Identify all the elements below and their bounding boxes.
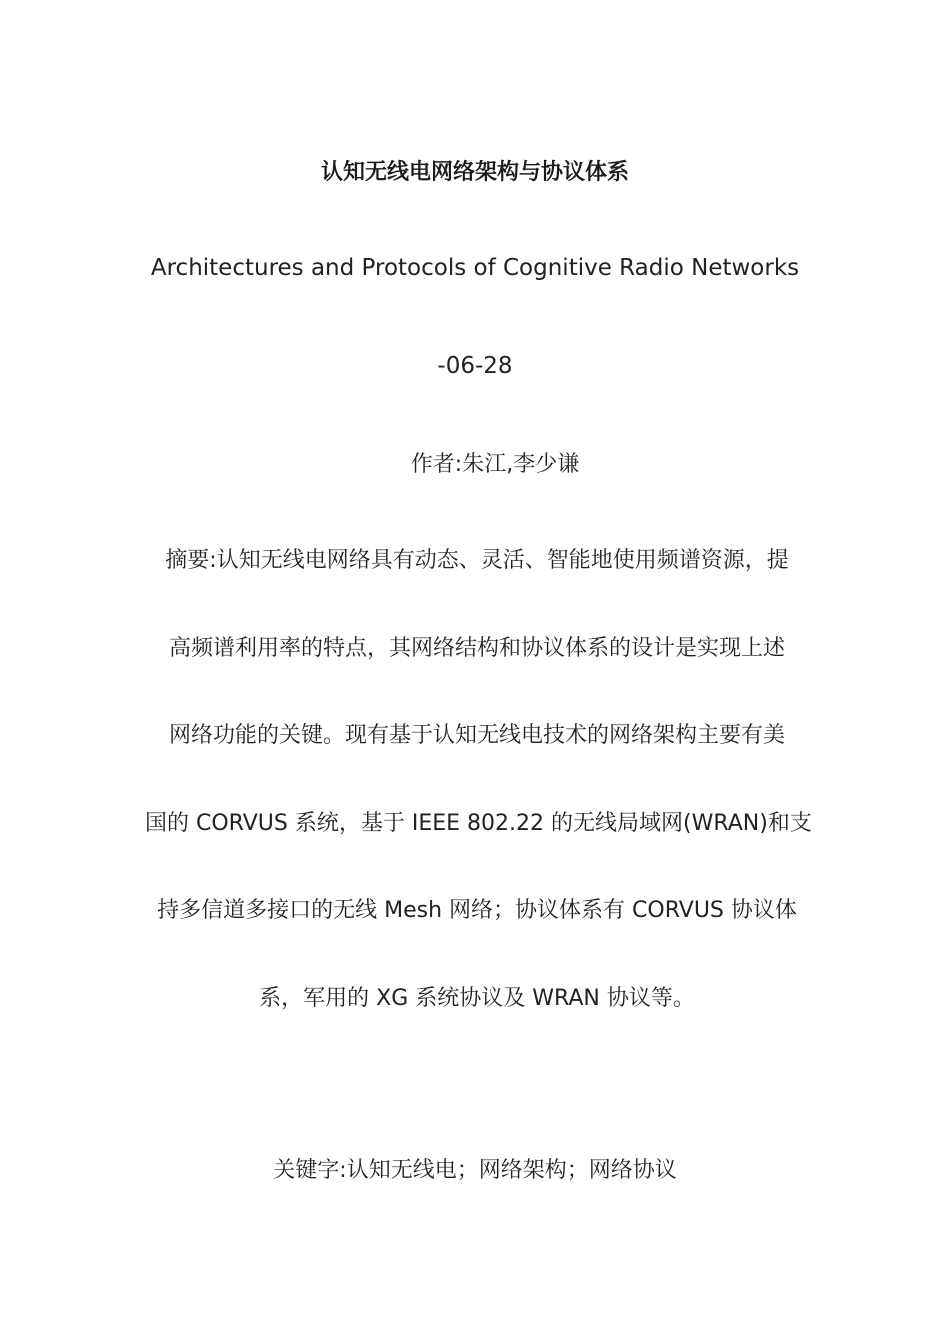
abstract-line: 高频谱利用率的特点，其网络结构和协议体系的设计是实现上述 bbox=[168, 635, 785, 661]
abstract-line: 网络功能的关键。现有基于认知无线电技术的网络架构主要有美 bbox=[168, 723, 785, 748]
authors-line: 作者:朱江,李少谦 bbox=[410, 452, 580, 477]
abstract-line: 持多信道多接口的无线 Mesh 网络；协议体系有 CORVUS 协议体 bbox=[157, 898, 797, 923]
abstract-block bbox=[145, 545, 812, 1070]
english-title: Architectures and Protocols of Cognitive Radio Networks bbox=[150, 255, 800, 281]
keywords-line: 关键字:认知无线电；网络架构；网络协议 bbox=[273, 1158, 677, 1183]
publication-date: -06-28 bbox=[437, 353, 513, 379]
document-title: 认知无线电网络架构与协议体系 bbox=[320, 160, 629, 185]
abstract-line: 系，军用的 XG 系统协议及 WRAN 协议等。 bbox=[259, 985, 695, 1011]
abstract-line: 国的 CORVUS 系统，基于 IEEE 802.22 的无线局域网(WRAN)和支 bbox=[145, 810, 812, 836]
abstract-line: 摘要:认知无线电网络具有动态、灵活、智能地使用频谱资源，提 bbox=[165, 548, 789, 573]
